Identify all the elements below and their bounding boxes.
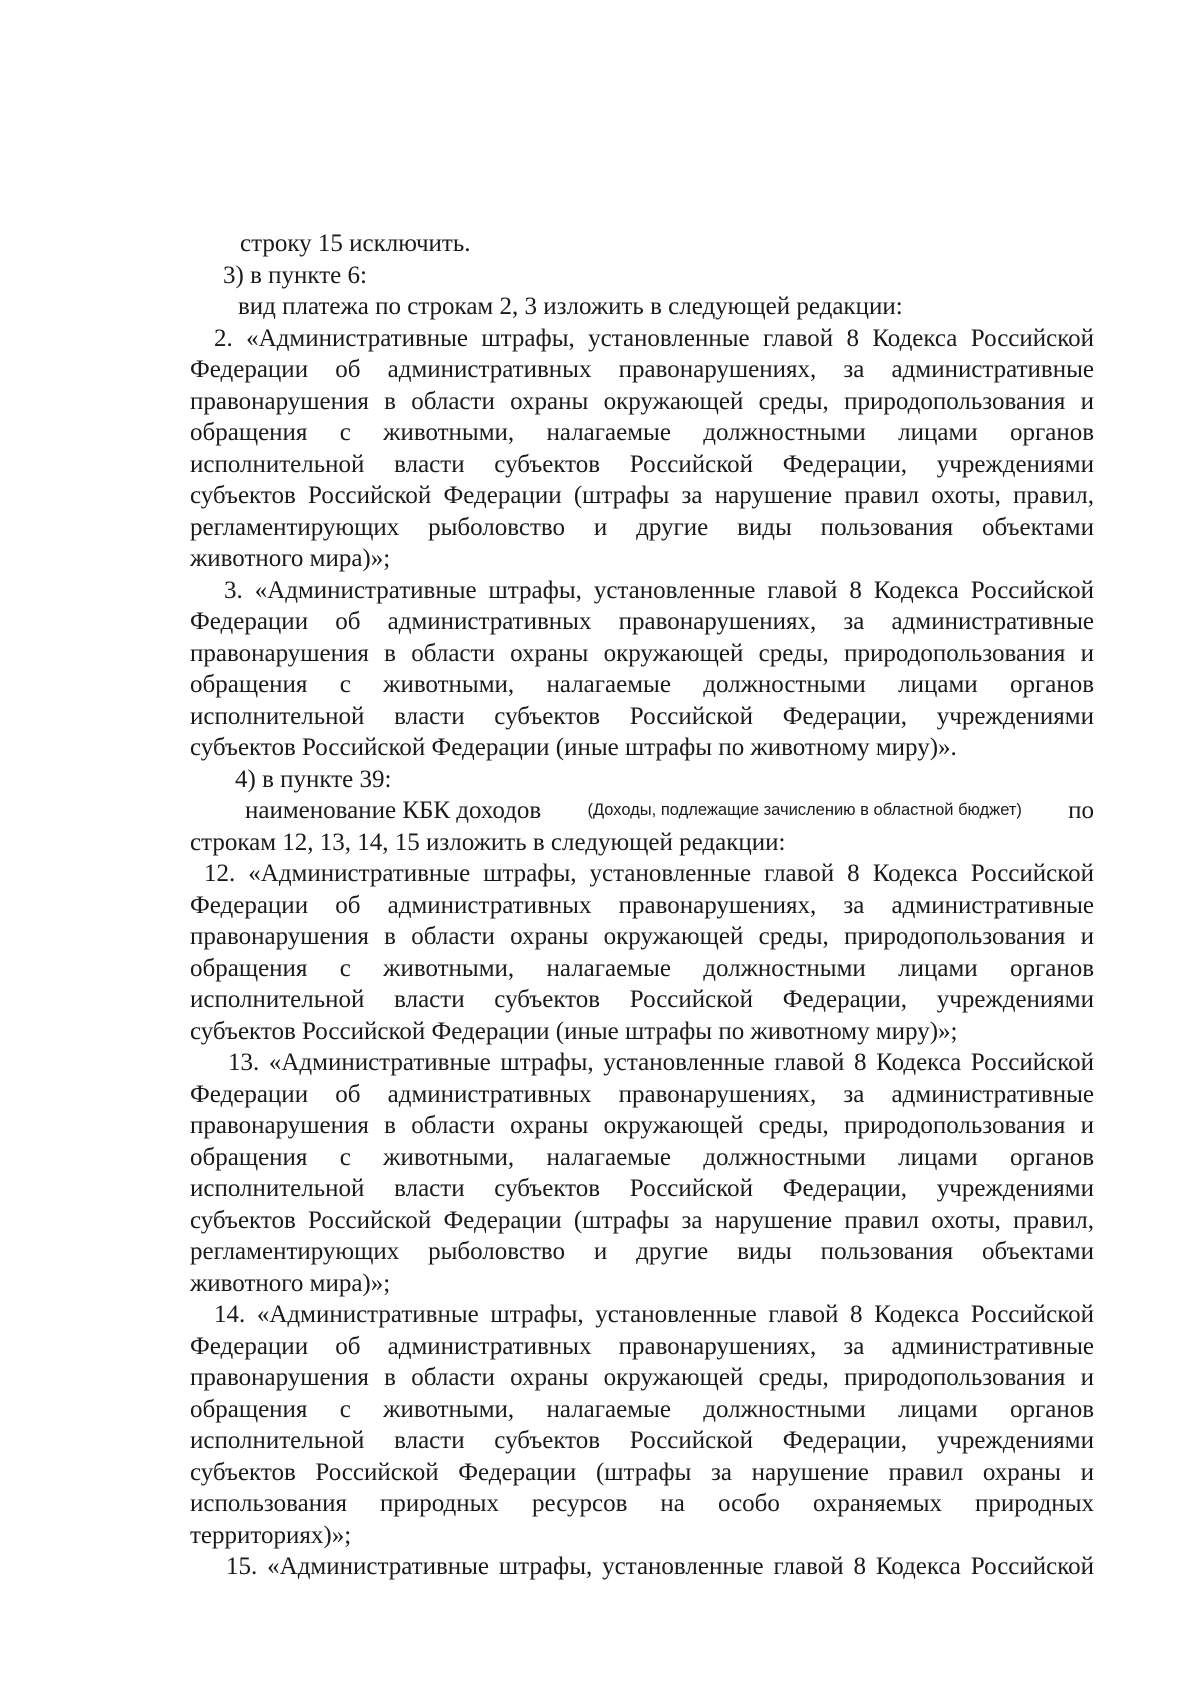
intro-line-3: вид платежа по строкам 2, 3 изложить в следующей редакции: — [238, 293, 903, 320]
point-39-heading: 4) в пункте 39: — [235, 765, 392, 793]
item-13-line: исполнительной власти субъектов Российской Федерации, учреждениями — [190, 1175, 1094, 1202]
item-2-line: регламентирующих рыболовство и другие виды пользования объектами — [190, 513, 1094, 541]
kbk-line-2: строкам 12, 13, 14, 15 изложить в следующей редакции: — [190, 828, 786, 856]
item-2-line: правонарушения в области охраны окружающей среды, природопользования и — [190, 387, 1094, 415]
item-13 — [190, 1047, 1190, 1299]
item-3 — [190, 575, 1190, 764]
item-3-line: субъектов Российской Федерации (иные штрафы по животному миру)». — [190, 734, 957, 761]
item-14-line: обращения с животными, налагаемые должностными лицами органов — [190, 1395, 1094, 1423]
item-12-line: обращения с животными, налагаемые должностными лицами органов — [190, 954, 1094, 982]
kbk-prefix: наименование КБК доходов — [245, 797, 542, 824]
document-body — [190, 228, 1190, 1583]
kbk-parenthetical: (Доходы, подлежащие зачислению в областной бюджет) — [587, 801, 1022, 819]
item-14-line: исполнительной власти субъектов Российской Федерации, учреждениями — [190, 1427, 1094, 1454]
item-13-line: Федерации об административных правонарушениях, за административные — [190, 1080, 1094, 1108]
item-3-line: правонарушения в области охраны окружающей среды, природопользования и — [190, 639, 1094, 667]
intro-line-2: 3) в пункте 6: — [223, 261, 367, 289]
item-12-line: 12. «Административные штрафы, установленные главой 8 Кодекса Российской — [204, 860, 1094, 887]
item-12-line: субъектов Российской Федерации (иные штрафы по животному миру)»; — [190, 1017, 958, 1045]
item-2-line: субъектов Российской Федерации (штрафы за нарушение правил охоты, правил, — [190, 482, 1094, 509]
item-3-line: исполнительной власти субъектов Российской Федерации, учреждениями — [190, 702, 1094, 730]
item-13-line: животного мира)»; — [190, 1269, 391, 1297]
item-13-line: 13. «Административные штрафы, установленные главой 8 Кодекса Российской — [228, 1049, 1094, 1076]
item-12 — [190, 858, 1190, 1047]
item-14-line: 14. «Административные штрафы, установленные главой 8 Кодекса Российской — [214, 1301, 1094, 1328]
item-2 — [190, 323, 1190, 575]
item-2-line: исполнительной власти субъектов Российской Федерации, учреждениями — [190, 450, 1094, 478]
kbk-suffix: по — [1068, 797, 1094, 824]
item-13-line: правонарушения в области охраны окружающей среды, природопользования и — [190, 1112, 1094, 1139]
item-2-line: 2. «Административные штрафы, установленные главой 8 Кодекса Российской — [214, 324, 1094, 352]
item-13-line: обращения с животными, налагаемые должностными лицами органов — [190, 1143, 1094, 1171]
item-14-line: правонарушения в области охраны окружающей среды, природопользования и — [190, 1364, 1094, 1391]
item-12-line: исполнительной власти субъектов Российской Федерации, учреждениями — [190, 986, 1094, 1013]
item-2-line: Федерации об административных правонарушениях, за административные — [190, 356, 1094, 383]
item-14-line: территориях)»; — [190, 1521, 352, 1549]
item-14-line: Федерации об административных правонарушениях, за административные — [190, 1332, 1094, 1360]
item-14 — [190, 1299, 1190, 1551]
item-14-line: использования природных ресурсов на особо охраняемых природных — [190, 1490, 1094, 1517]
intro-line-1: строку 15 исключить. — [240, 230, 471, 257]
item-15 — [190, 1551, 1190, 1583]
item-3-line: Федерации об административных правонарушениях, за административные — [190, 608, 1094, 635]
item-13-line: субъектов Российской Федерации (штрафы за нарушение правил охоты, правил, — [190, 1206, 1094, 1234]
item-12-line: правонарушения в области охраны окружающей среды, природопользования и — [190, 923, 1094, 950]
item-13-line: регламентирующих рыболовство и другие виды пользования объектами — [190, 1238, 1094, 1265]
item-2-line: животного мира)»; — [190, 545, 391, 572]
kbk-line — [190, 795, 1094, 827]
item-12-line: Федерации об административных правонарушениях, за административные — [190, 891, 1094, 919]
item-3-line: 3. «Административные штрафы, установленные главой 8 Кодекса Российской — [224, 576, 1094, 604]
item-14-line: субъектов Российской Федерации (штрафы за нарушение правил охраны и — [190, 1458, 1094, 1486]
item-2-line: обращения с животными, налагаемые должностными лицами органов — [190, 419, 1094, 446]
item-15-line: 15. «Административные штрафы, установленные главой 8 Кодекса Российской — [226, 1553, 1094, 1580]
item-3-line: обращения с животными, налагаемые должностными лицами органов — [190, 671, 1094, 698]
